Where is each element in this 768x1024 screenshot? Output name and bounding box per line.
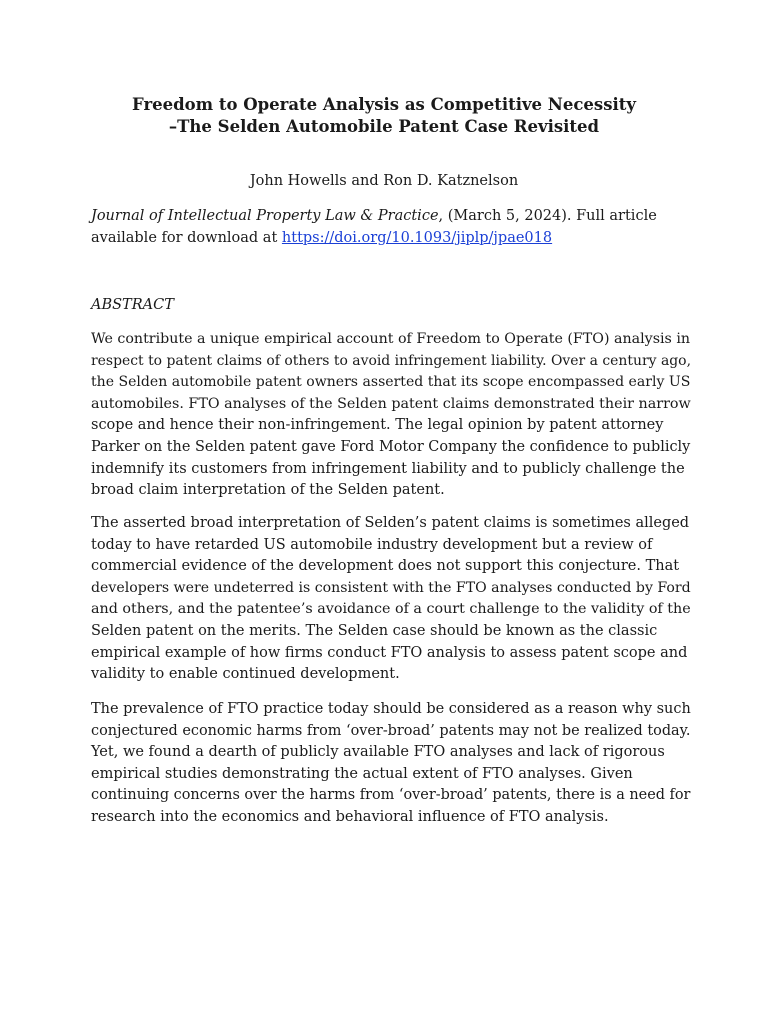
abstract-paragraph-2	[91, 513, 691, 686]
paragraph-line: automobiles. FTO analyses of the Selden patent claims demonstrated their narrow	[91, 395, 691, 412]
paragraph-line: We contribute a unique empirical account of Freedom to Operate (FTO) analysis in	[91, 331, 691, 347]
paragraph-line: continuing concerns over the harms from ‘over-broad’ patents, there is a need for	[91, 787, 691, 804]
title-line-2: –The Selden Automobile Patent Case Revisited	[168, 117, 600, 136]
citation-line-2	[91, 227, 691, 249]
download-prefix: available for download at	[91, 230, 282, 246]
paragraph-line: the Selden automobile patent owners asserted that its scope encompassed early US	[91, 374, 691, 391]
paragraph-line: commercial evidence of the development does not support this conjecture. That	[91, 558, 680, 575]
paragraph-line: today to have retarded US automobile industry development but a review of	[91, 536, 653, 553]
paragraph-line: The prevalence of FTO practice today should be considered as a reason why such	[91, 701, 691, 717]
paragraph-line: empirical example of how firms conduct FTO analysis to assess patent scope and	[91, 644, 688, 661]
paragraph-line: The asserted broad interpretation of Selden’s patent claims is sometimes alleged	[91, 515, 690, 531]
journal-name: Journal of Intellectual Property Law & Practice	[91, 208, 439, 224]
author-names: John Howells and Ron D. Katznelson	[249, 173, 519, 189]
paragraph-line: respect to patent claims of others to avoid infringement liability. Over a century ago,	[91, 352, 691, 369]
document-title	[0, 94, 768, 138]
paragraph-line: developers were undeterred is consistent with the FTO analyses conducted by Ford	[91, 579, 691, 596]
paragraph-line: research into the economics and behavioral influence of FTO analysis.	[91, 808, 609, 825]
paragraph-line: conjectured economic harms from ‘over-broad’ patents may not be realized today.	[91, 722, 691, 739]
paragraph-line: empirical studies demonstrating the actual extent of FTO analyses. Given	[91, 765, 633, 782]
paragraph-line: Parker on the Selden patent gave Ford Motor Company the confidence to publicly	[91, 438, 691, 455]
abstract-paragraph-1	[91, 329, 691, 502]
paragraph-line: scope and hence their non-infringement. The legal opinion by patent attorney	[91, 417, 664, 434]
citation-date: , (March 5, 2024). Full article	[438, 208, 657, 224]
paragraph-line: broad claim interpretation of the Selden patent.	[91, 482, 445, 499]
paragraph-line: Selden patent on the merits. The Selden case should be known as the classic	[91, 622, 658, 639]
abstract-paragraph-3	[91, 699, 691, 829]
paragraph-line: validity to enable continued development.	[91, 666, 400, 683]
paragraph-line: and others, and the patentee’s avoidance of a court challenge to the validity of the	[91, 601, 691, 618]
paragraph-line: indemnify its customers from infringement liability and to publicly challenge the	[91, 460, 685, 477]
doi-link[interactable]: https://doi.org/10.1093/jiplp/jpae018	[281, 230, 553, 246]
citation-block	[91, 205, 691, 249]
title-line-1: Freedom to Operate Analysis as Competitive Necessity	[132, 95, 636, 114]
abstract-heading: ABSTRACT	[91, 297, 174, 313]
citation-line-1	[91, 205, 691, 227]
paragraph-line: Yet, we found a dearth of publicly available FTO analyses and lack of rigorous	[91, 744, 665, 761]
